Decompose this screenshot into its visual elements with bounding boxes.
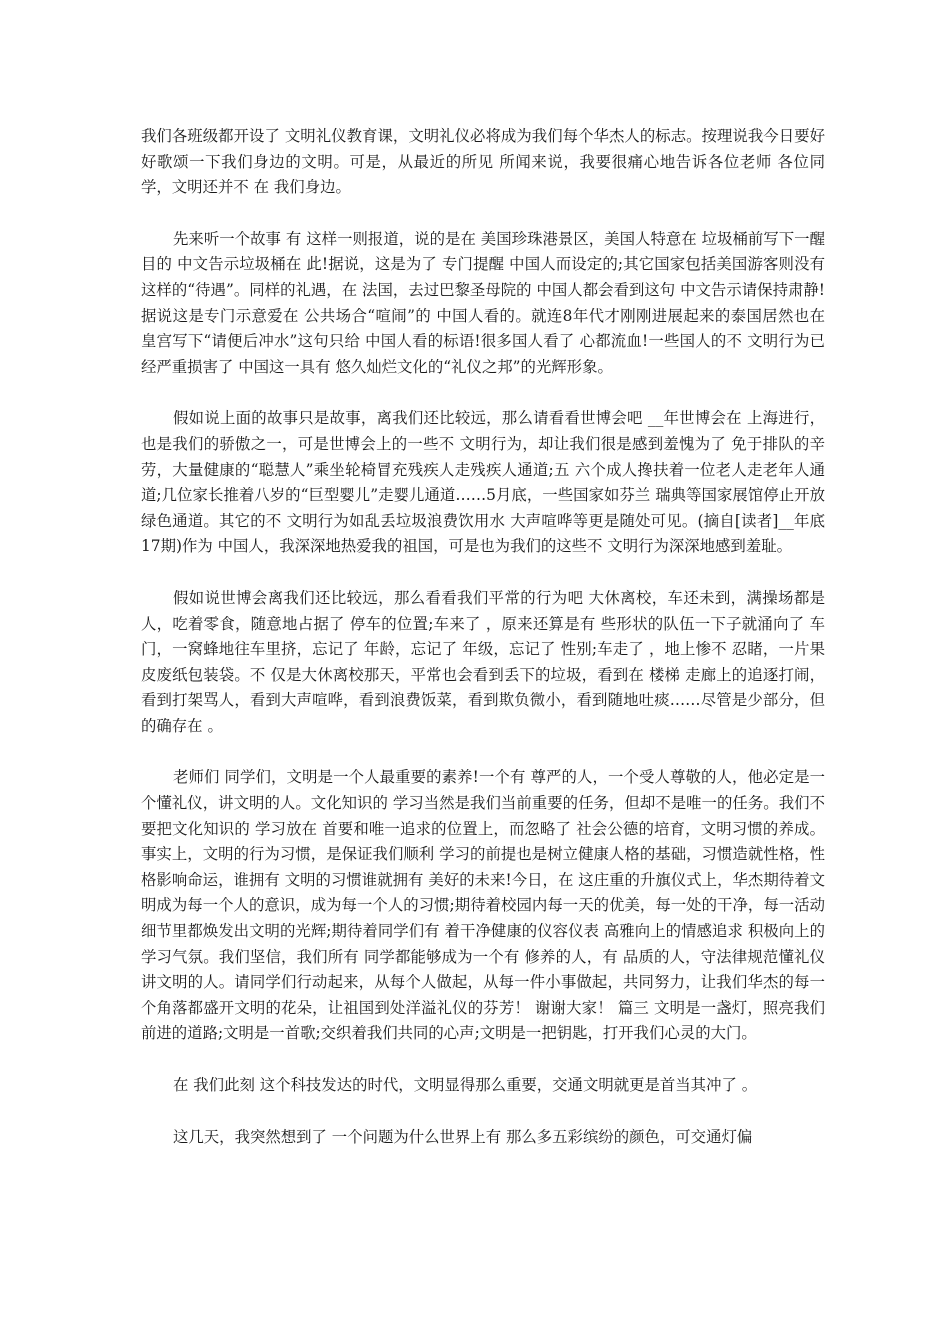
paragraph-5: 老师们 同学们，文明是一个人最重要的素养!一个有 尊严的人，一个受人尊敬的人，他必定是一个懂礼仪，讲文明的人。文化知识的 学习当然是我们当前重要的任务，但却不是唯一的任务。我们不 要把文化知识的 学习放在 首要和唯一追求的位置上，而忽略了 社会公德的培育，文明习惯的养成。事实上，文明的行为习惯，是保证我们顺利 学习的前提也是树立健康人格的基础，习惯造就性格，性格影响命运，谁拥有 文明的习惯谁就拥有 美好的未来!今日，在 这庄重的升旗仪式上，华杰期待着文明成为每一个人的意识，成为每一个人的习惯;期待着校园内每一天的优美，每一处的干净，每一活动细节里都焕发出文明的光辉;期待着同学们有 着干净健康的仪容仪表 高雅向上的情感追求 积极向上的 学习气氛。我们坚信，我们所有 同学都能够成为一个有 修养的人，有 品质的人，守法律规范懂礼仪讲文明的人。请同学们行动起来，从每个人做起，从每一件小事做起，共同努力，让我们华杰的每一个角落都盛开文明的花朵，让祖国到处洋溢礼仪的芬芳！ 谢谢大家！ 篇三 文明是一盏灯，照亮我们前进的道路;文明是一首歌;交织着我们共同的心声;文明是一把钥匙，打开我们心灵的大门。 [141,768,825,1043]
paragraph-6: 在 我们此刻 这个科技发达的时代，文明显得那么重要，交通文明就更是首当其冲了 。 [173,1076,758,1094]
paragraph-1: 我们各班级都开设了 文明礼仪教育课，文明礼仪必将成为我们每个华杰人的标志。按理说我今日要好好歌颂一下我们身边的文明。可是，从最近的所见 所闻来说，我要很痛心地告诉各位老师 各位同学，文明还并不 在 我们身边。 [141,127,825,197]
paragraph-3: 假如说上面的故事只是故事，离我们还比较远，那么请看看世博会吧 __年世博会在 上海进行，也是我们的骄傲之一，可是世博会上的一些不 文明行为，却让我们很是感到羞愧为了 免于排队的辛劳，大量健康的“聪慧人”乘坐轮椅冒充残疾人走残疾人通道;五 六个成人搀扶着一位老人走老年人通道;几位家长推着八岁的“巨型婴儿”走婴儿通道……5月底，一些国家如芬兰 瑞典等国家展馆停止开放绿色通道。其它的不 文明行为如乱丢垃圾浪费饮用水 大声喧哗等更是随处可见。(摘自[读者]__年底17期)作为 中国人，我深深地热爱我的祖国，可是也为我们的这些不 文明行为深深地感到羞耻。 [141,409,825,556]
document-body [141,124,825,1176]
paragraph-2: 先来听一个故事 有 这样一则报道，说的是在 美国珍珠港景区，美国人特意在 垃圾桶前写下一醒目的 中文告示垃圾桶在 此!据说，这是为了 专门提醒 中国人而设定的;其它国家包括美国游客则没有 这样的“待遇”。同样的礼遇，在 法国，去过巴黎圣母院的 中国人都会看到这句 中文告示请保持肃静!据说这是专门示意爱在 公共场合“喧闹”的 中国人看的。就连8年代才刚刚进展起来的泰国居然也在 皇宫写下“请便后冲水”这句只给 中国人看的标语!很多国人看了 心都流血!一些国人的不 文明行为已经严重损害了 中国这一具有 悠久灿烂文化的“礼仪之邦”的光辉形象。 [141,229,825,376]
paragraph-7: 这几天，我突然想到了 一个问题为什么世界上有 那么多五彩缤纷的颜色，可交通灯偏 [173,1127,753,1146]
paragraph-4: 假如说世博会离我们还比较远，那么看看我们平常的行为吧 大休离校，车还未到，满操场都是人，吃着零食，随意地占据了 停车的位置;车来了 ，原来还算是有 些形状的队伍一下子就涌向了 车门，一窝蜂地往车里挤，忘记了 年龄，忘记了 年级，忘记了 性别;车走了 ，地上惨不 忍睹，一片果皮废纸包装袋。不 仅是大休离校那天，平常也会看到丢下的垃圾，看到在 楼梯 走廊上的追逐打闹，看到打架骂人，看到大声喧哗，看到浪费饭菜，看到欺负微小，看到随地吐痰……尽管是少部分，但的确存在 。 [141,588,825,735]
